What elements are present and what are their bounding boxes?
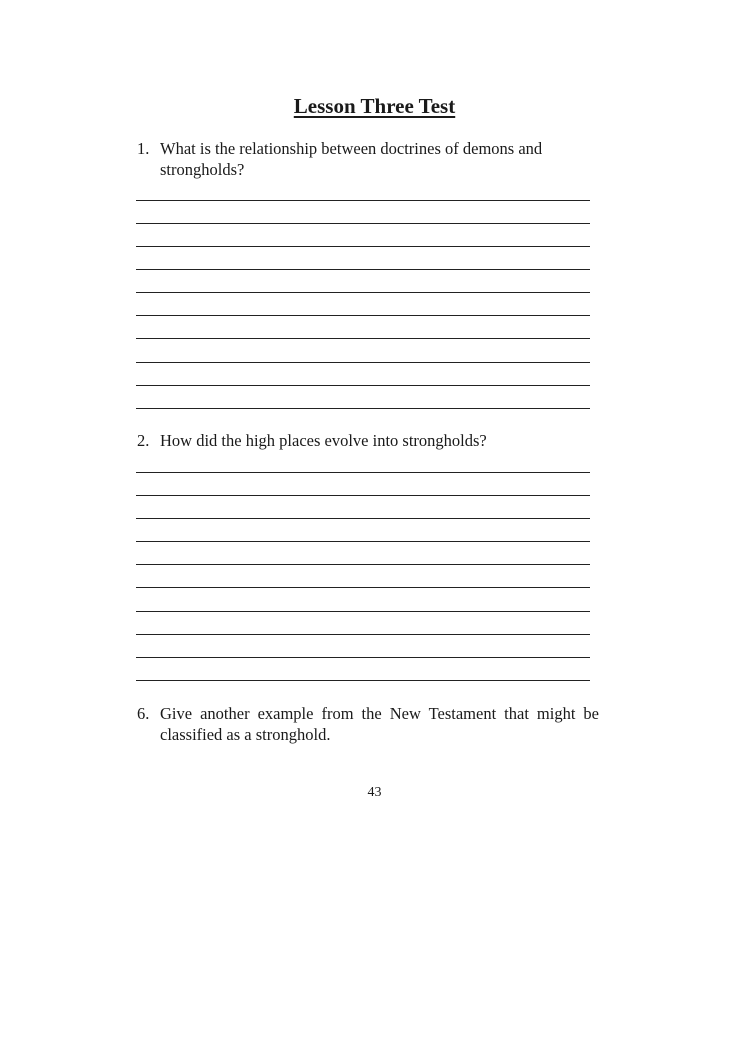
- question-text: What is the relationship between doctrines of demons and strongholds?: [160, 139, 543, 179]
- question-number: 6.: [137, 704, 150, 723]
- question-1: [137, 138, 577, 180]
- answer-line[interactable]: [136, 223, 590, 224]
- answer-line[interactable]: [136, 408, 590, 409]
- question-6: [137, 703, 599, 745]
- answer-line[interactable]: [136, 495, 590, 496]
- answer-line[interactable]: [136, 587, 590, 588]
- question-number: 1.: [137, 139, 150, 158]
- answer-line[interactable]: [136, 518, 590, 519]
- answer-line[interactable]: [136, 246, 590, 247]
- answer-line[interactable]: [136, 472, 590, 473]
- answer-line[interactable]: [136, 680, 590, 681]
- answer-line[interactable]: [136, 634, 590, 635]
- answer-line[interactable]: [136, 564, 590, 565]
- answer-line[interactable]: [136, 200, 590, 201]
- question-number: 2.: [137, 431, 150, 450]
- answer-line[interactable]: [136, 385, 590, 386]
- answer-line[interactable]: [136, 611, 590, 612]
- answer-line[interactable]: [136, 269, 590, 270]
- answer-line[interactable]: [136, 315, 590, 316]
- answer-line[interactable]: [136, 541, 590, 542]
- page-title: Lesson Three Test: [293, 94, 456, 118]
- answer-line[interactable]: [136, 362, 590, 363]
- question-text: How did the high places evolve into strongholds?: [160, 431, 487, 450]
- question-2: [137, 430, 599, 451]
- answer-line[interactable]: [136, 657, 590, 658]
- answer-line[interactable]: [136, 292, 590, 293]
- answer-line[interactable]: [136, 338, 590, 339]
- question-text: Give another example from the New Testament that might be classified as a stronghold.: [160, 704, 599, 744]
- page-number: 43: [367, 785, 382, 800]
